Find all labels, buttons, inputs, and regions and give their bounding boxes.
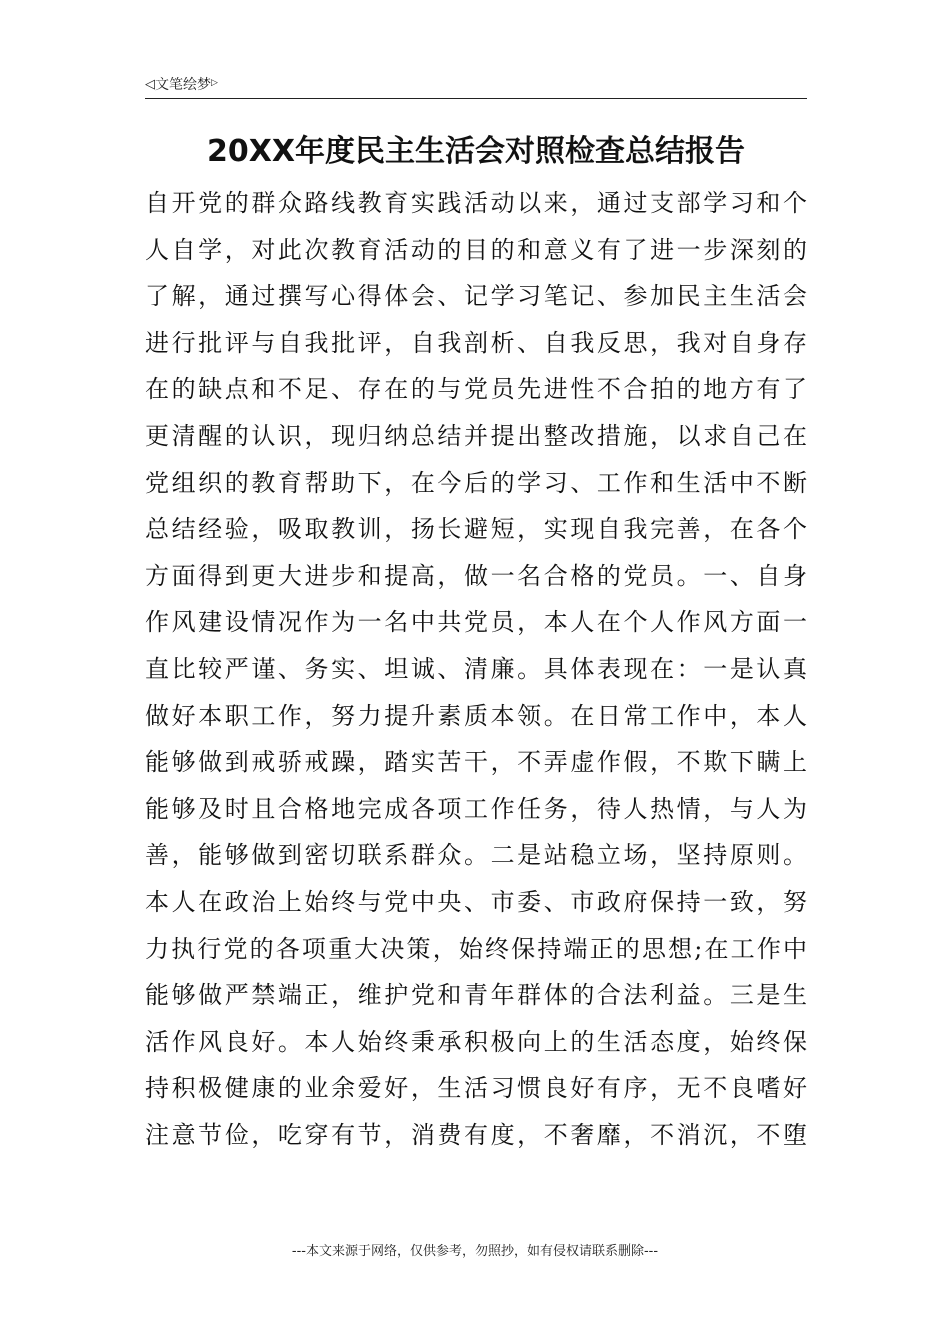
body-line: 持积极健康的业余爱好，生活习惯良好有序，无不良嗜好 (145, 1074, 807, 1103)
body-line: 善，能够做到密切联系群众。二是站稳立场，坚持原则。 (145, 841, 807, 870)
page-footer-disclaimer: ---本文来源于网络，仅供参考，勿照抄，如有侵权请联系删除--- (291, 1244, 659, 1259)
body-line: 能够及时且合格地完成各项工作任务，待人热情，与人为 (145, 794, 807, 823)
left-triangle-icon: ◁ (145, 77, 155, 92)
body-line: 自开党的群众路线教育实践活动以来，通过支部学习和个 (145, 189, 807, 217)
body-line: 本人在政治上始终与党中央、市委、市政府保持一致，努 (145, 887, 807, 916)
body-line: 作风建设情况作为一名中共党员，本人在个人作风方面一 (145, 608, 807, 637)
body-line: 党组织的教育帮助下，在今后的学习、工作和生活中不断 (145, 468, 807, 497)
header-brand: 文笔绘梦 (155, 77, 211, 93)
body-line: 了解，通过撰写心得体会、记学习笔记、参加民主生活会 (145, 282, 807, 311)
body-line: 在的缺点和不足、存在的与党员先进性不合拍的地方有了 (145, 375, 807, 404)
body-line: 力执行党的各项重大决策，始终保持端正的思想;在工作中 (145, 934, 807, 963)
body-line: 做好本职工作，努力提升素质本领。在日常工作中，本人 (145, 701, 807, 730)
body-line: 总结经验，吸取教训，扬长避短，实现自我完善，在各个 (145, 515, 807, 544)
document-body (145, 180, 807, 1158)
body-line: 活作风良好。本人始终秉承积极向上的生活态度，始终保 (145, 1027, 807, 1056)
body-line: 方面得到更大进步和提高，做一名合格的党员。一、自身 (145, 561, 807, 590)
body-line: 能够做严禁端正，维护党和青年群体的合法利益。三是生 (145, 981, 807, 1010)
document-title: 20XX年度民主生活会对照检查总结报告 (206, 134, 745, 169)
body-line: 人自学，对此次教育活动的目的和意义有了进一步深刻的 (145, 235, 807, 264)
body-line: 进行批评与自我批评，自我剖析、自我反思，我对自身存 (145, 328, 807, 357)
body-line: 更清醒的认识，现归纳总结并提出整改措施，以求自己在 (145, 421, 807, 450)
body-line: 直比较严谨、务实、坦诚、清廉。具体表现在：一是认真 (145, 654, 807, 683)
body-line: 能够做到戒骄戒躁，踏实苦干，不弄虚作假，不欺下瞒上 (145, 748, 807, 777)
page-header (145, 76, 807, 99)
right-triangle-icon: ▷ (211, 78, 218, 88)
body-line: 注意节俭，吃穿有节，消费有度，不奢靡，不消沉，不堕 (145, 1120, 807, 1149)
